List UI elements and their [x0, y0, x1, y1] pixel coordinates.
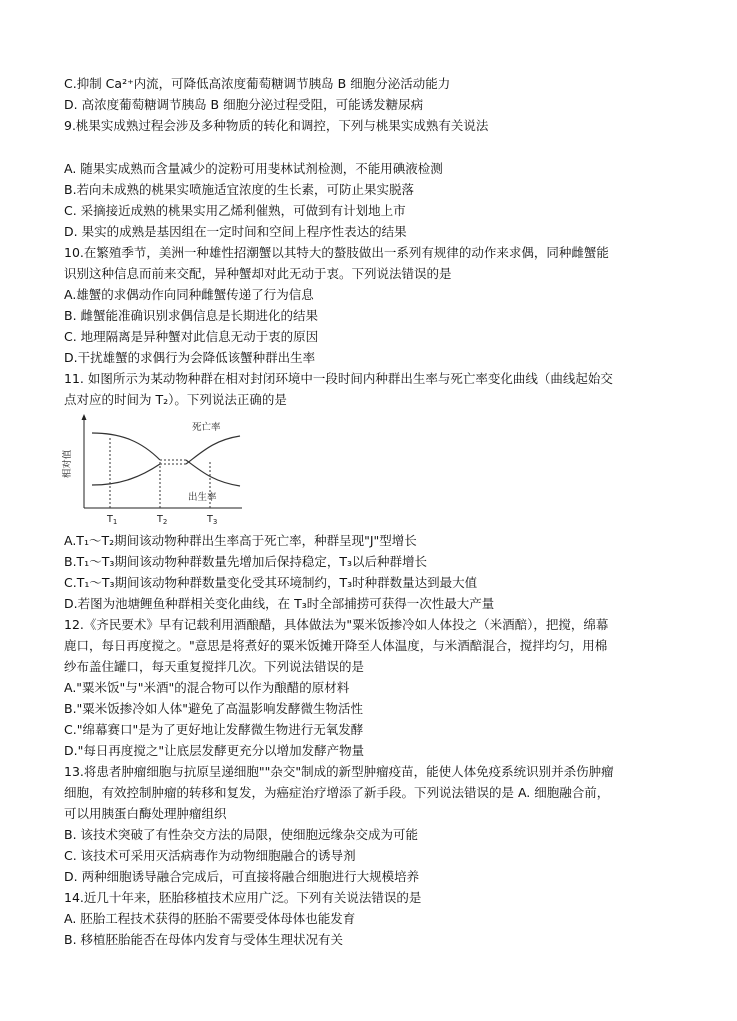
option-14a: A. 胚胎工程技术获得的胚胎不需要受体母体也能发育	[64, 911, 356, 926]
option-9b: B.若向未成熟的桃果实喷施适宜浓度的生长素，可防止果实脱落	[64, 182, 415, 197]
question-9-stem: 9.桃果实成熟过程会涉及多种物质的转化和调控，下列与桃果实成熟有关说法	[64, 118, 489, 133]
question-11-stem: 11. 如图所示为某动物种群在相对封闭环境中一段时间内种群出生率与死亡率变化曲线（曲线起始交	[64, 371, 613, 386]
option-12d: D."每日再度搅之"让底层发酵更充分以增加发酵产物量	[64, 743, 365, 758]
birth-rate-label: 出生率	[188, 492, 217, 503]
question-10-stem-cont: 识别这种信息而前来交配，异种蟹却对此无动于衷。下列说法错误的是	[64, 266, 452, 281]
option-11a: A.T₁～T₂期间该动物种群出生率高于死亡率，种群呈现"J"型增长	[64, 533, 417, 548]
option-10a: A.雄蟹的求偶动作向同种雌蟹传递了行为信息	[64, 287, 314, 302]
option-11c: C.T₁～T₃期间该动物种群数量变化受其环境制约，T₃时种群数量达到最大值	[64, 575, 478, 590]
option-8c: C.抑制 Ca²⁺内流，可降低高浓度葡萄糖调节胰岛 B 细胞分泌活动能力	[64, 76, 451, 91]
option-11d: D.若图为池塘鲤鱼种群相关变化曲线，在 T₃时全部捕捞可获得一次性最大产量	[64, 596, 495, 611]
question-12-stem-cont-2: 纱布盖住罐口，每天重复搅拌几次。下列说法错误的是	[64, 659, 365, 674]
question-12-stem: 12.《齐民要术》早有记载利用酒酿醋，具体做法为"粟米饭掺冷如人体投之（米酒醅），把搅，绵幕	[64, 617, 609, 632]
y-axis-arrow	[82, 414, 87, 420]
tick-t2: $T_2$	[157, 514, 168, 526]
question-11-stem-cont: 点对应的时间为 T₂）。下列说法正确的是	[64, 392, 287, 407]
question-14-stem: 14.近几十年来，胚胎移植技术应用广泛。下列有关说法错误的是	[64, 890, 422, 905]
option-13d: D. 两种细胞诱导融合完成后，可直接将融合细胞进行大规模培养	[64, 869, 420, 884]
option-12b: B."粟米饭掺冷如人体"避免了高温影响发酵微生物活性	[64, 701, 364, 716]
option-14b: B. 移植胚胎能否在母体内发育与受体生理状况有关	[64, 932, 344, 947]
tick-t1: $T_1$	[107, 514, 118, 526]
birth-rate-curve-left	[92, 464, 160, 485]
birth-rate-curve-right	[186, 436, 240, 464]
option-11b: B.T₁～T₃期间该动物种群数量先增加后保持稳定，T₃以后种群增长	[64, 554, 427, 569]
death-rate-curve-left	[92, 433, 160, 460]
option-13c: C. 该技术可采用灭活病毒作为动物细胞融合的诱导剂	[64, 848, 356, 863]
option-10d: D.干扰雄蟹的求偶行为会降低该蟹种群出生率	[64, 350, 316, 365]
option-10c: C. 地理隔离是异种蟹对此信息无动于衷的原因	[64, 329, 319, 344]
option-12a: A."粟米饭"与"米酒"的混合物可以作为酿醋的原材料	[64, 680, 350, 695]
death-rate-label: 死亡率	[192, 422, 221, 433]
option-9a: A. 随果实成熟而含量减少的淀粉可用斐林试剂检测，不能用碘液检测	[64, 161, 443, 176]
option-12c: C."绵幕赛口"是为了更好地让发酵微生物进行无氧发酵	[64, 722, 364, 737]
option-13b: B. 该技术突破了有性杂交方法的局限，使细胞远缘杂交成为可能	[64, 827, 419, 842]
question-13-stem: 13.将患者肿瘤细胞与抗原呈递细胞""杂交"制成的新型肿瘤疫苗，能使人体免疫系统识别并杀伤肿瘤	[64, 764, 614, 779]
option-10b: B. 雌蟹能准确识别求偶信息是长期进化的结果	[64, 308, 319, 323]
birth-death-rate-graph	[62, 412, 252, 530]
option-8d: D. 高浓度葡萄糖调节胰岛 B 细胞分泌过程受阻，可能诱发糖尿病	[64, 97, 424, 112]
graph-ylabel: 相对值	[62, 449, 73, 479]
option-9d: D. 果实的成熟是基因组在一定时间和空间上程序性表达的结果	[64, 224, 407, 239]
question-12-stem-cont-1: 鹿口，每日再度搅之。"意思是将煮好的粟米饭摊开降至人体温度，与米酒醅混合，搅拌均匀，用棉	[64, 638, 608, 653]
option-13a-cont: 可以用胰蛋白酶处理肿瘤组织	[64, 806, 227, 821]
question-13-stem-cont: 细胞，有效控制肿瘤的转移和复发，为癌症治疗增添了新手段。下列说法错误的是 A. 细胞融合前，	[64, 785, 610, 800]
question-10-stem: 10.在繁殖季节，美洲一种雄性招潮蟹以其特大的螯肢做出一系列有规律的动作来求偶，同种雌蟹能	[64, 245, 609, 260]
option-9c: C. 采摘接近成熟的桃果实用乙烯利催熟，可做到有计划地上市	[64, 203, 406, 218]
death-rate-curve-right	[186, 460, 240, 486]
tick-t3: $T_3$	[207, 514, 218, 526]
